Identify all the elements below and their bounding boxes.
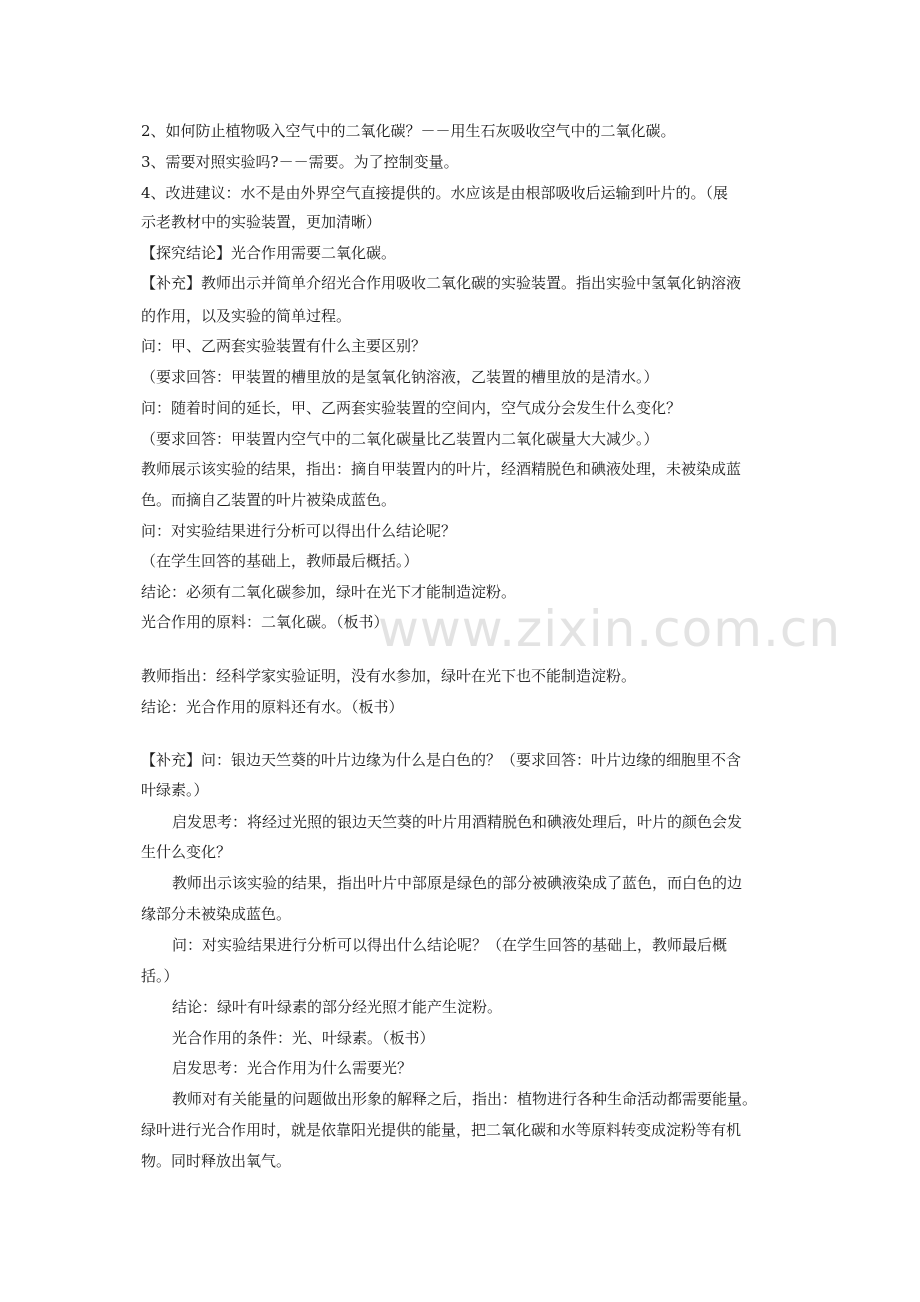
text-line: 缘部分未被染成蓝色。 xyxy=(141,905,292,923)
text-line: 结论：必须有二氧化碳参加，绿叶在光下才能制造淀粉。 xyxy=(141,583,517,601)
text-line: 教师指出：经科学家实验证明，没有水参加，绿叶在光下也不能制造淀粉。 xyxy=(141,667,637,685)
text-line: （要求回答：甲装置的槽里放的是氢氧化钠溶液，乙装置的槽里放的是清水。） xyxy=(141,368,659,386)
text-line: 启发思考：将经过光照的银边天竺葵的叶片用酒精脱色和碘液处理后，叶片的颜色会发 xyxy=(172,813,743,831)
text-line: 结论：绿叶有叶绿素的部分经光照才能产生淀粉。 xyxy=(172,998,503,1016)
text-line: 教师展示该实验的结果，指出：摘自甲装置内的叶片，经酒精脱色和碘液处理，未被染成蓝 xyxy=(141,460,742,478)
text-line: 生什么变化？ xyxy=(141,843,232,861)
text-line: 结论：光合作用的原料还有水。（板书） xyxy=(141,698,404,716)
text-line: 教师出示该实验的结果，指出叶片中部原是绿色的部分被碘液染成了蓝色，而白色的边 xyxy=(172,874,743,892)
text-line: 光合作用的条件：光、叶绿素。（板书） xyxy=(172,1029,435,1047)
text-line: 【补充】问：银边天竺葵的叶片边缘为什么是白色的？（要求回答：叶片边缘的细胞里不含 xyxy=(141,751,742,769)
text-line: 启发思考：光合作用为什么需要光？ xyxy=(172,1059,413,1077)
text-line: 示老教材中的实验装置，更加清晰） xyxy=(141,213,382,231)
text-line: 2、如何防止植物吸入空气中的二氧化碳？－－用生石灰吸收空气中的二氧化碳。 xyxy=(141,122,676,140)
text-line: （要求回答：甲装置内空气中的二氧化碳量比乙装置内二氧化碳量大大减少。） xyxy=(141,430,659,448)
text-line: 【补充】教师出示并简单介绍光合作用吸收二氧化碳的实验装置。指出实验中氢氧化钠溶液 xyxy=(141,274,742,292)
text-line: 绿叶进行光合作用时，就是依靠阳光提供的能量，把二氧化碳和水等原料转变成淀粉等有机 xyxy=(141,1121,742,1139)
text-line: （在学生回答的基础上，教师最后概括。） xyxy=(141,552,419,570)
text-line: 【探究结论】光合作用需要二氧化碳。 xyxy=(141,244,397,262)
text-line: 教师对有关能量的问题做出形象的解释之后，指出：植物进行各种生命活动都需要能量。 xyxy=(172,1090,758,1108)
watermark: www.zixin.com.cn xyxy=(378,600,842,658)
text-line: 3、需要对照实验吗?－－需要。为了控制变量。 xyxy=(141,153,459,171)
text-line: 问：甲、乙两套实验装置有什么主要区别？ xyxy=(141,337,427,355)
text-line: 叶绿素。） xyxy=(141,781,209,799)
text-line: 括。） xyxy=(141,967,179,985)
text-line: 光合作用的原料：二氧化碳。（板书） xyxy=(141,613,389,631)
text-line: 问：随着时间的延长，甲、乙两套实验装置的空间内，空气成分会发生什么变化？ xyxy=(141,399,682,417)
text-line: 问：对实验结果进行分析可以得出什么结论呢？（在学生回答的基础上，教师最后概 xyxy=(172,936,728,954)
text-line: 物。同时释放出氧气。 xyxy=(141,1152,292,1170)
text-line: 问：对实验结果进行分析可以得出什么结论呢？ xyxy=(141,522,457,540)
text-line: 的作用，以及实验的简单过程。 xyxy=(141,307,352,325)
text-line: 色。而摘自乙装置的叶片被染成蓝色。 xyxy=(141,491,397,509)
text-line: 4、改进建议：水不是由外界空气直接提供的。水应该是由根部吸收后运输到叶片的。（展 xyxy=(141,184,729,202)
